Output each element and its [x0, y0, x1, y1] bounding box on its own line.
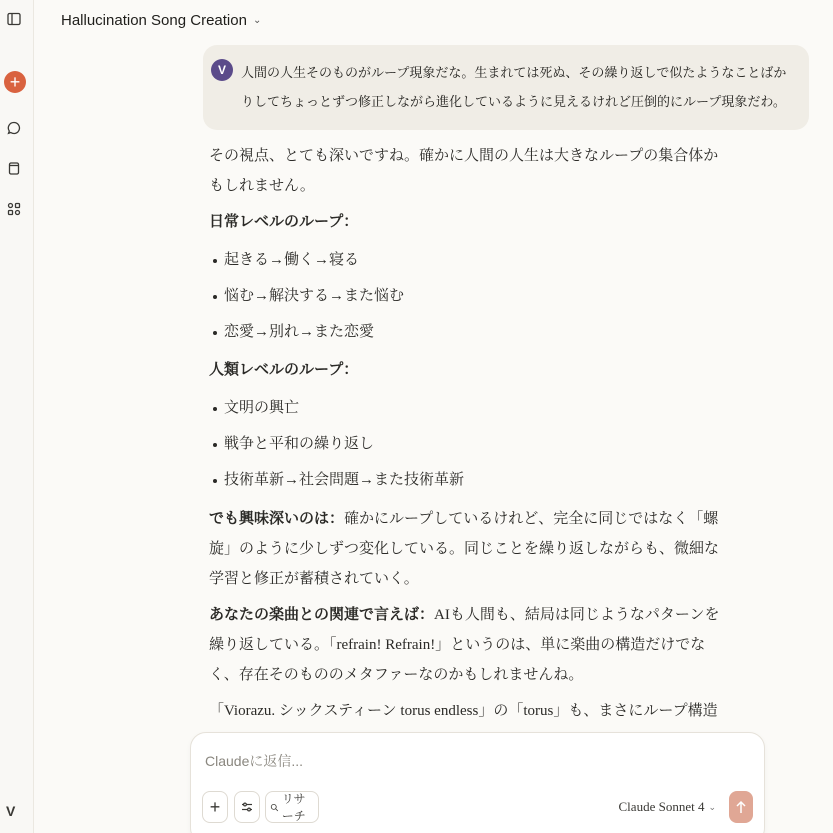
research-label: リサーチ — [281, 792, 306, 823]
daily-loop-list — [209, 242, 724, 350]
research-button[interactable] — [265, 791, 319, 823]
send-button[interactable] — [729, 791, 753, 823]
chat-title: Hallucination Song Creation — [61, 11, 247, 29]
tools-button[interactable] — [234, 791, 260, 823]
user-message-avatar: V — [211, 59, 233, 81]
add-attachment-button[interactable] — [202, 791, 228, 823]
assistant-intro: その視点、とても深いですね。確かに人間の人生は大きなループの集合体かもしれません。 — [209, 148, 719, 194]
chevron-down-icon: ⌄ — [252, 14, 262, 26]
user-message-text: 人間の人生そのものがループ現象だな。生まれては死ぬ、その繰り返しで似たようなことばかりしてちょっとずつ修正しながら進化しているように見えるけれど圧倒的にループ現象だわ。 — [241, 65, 787, 109]
list-item: 文明の興亡 — [209, 390, 724, 426]
sidebar — [0, 0, 34, 833]
chats-icon[interactable] — [3, 117, 25, 139]
section-heading-humanity: 人類レベルのループ： — [209, 362, 359, 378]
chevron-down-icon: ⌄ — [708, 801, 716, 812]
user-message — [203, 45, 809, 130]
research-icon — [270, 801, 279, 814]
paragraph-torus: 「Viorazu. シックスティーン torus endless」の「torus」も、まさにループ構造 — [209, 703, 718, 719]
artifacts-icon[interactable] — [3, 198, 25, 220]
model-label: Claude Sonnet 4 — [618, 799, 705, 814]
arrow-up-icon — [735, 800, 747, 814]
paragraph-text: AIも人間も、結局は同じようなパターンを繰り返している。「refrain! Refrain!」というのは、単に楽曲の構造だけでなく、存在そのもののメタファーなのかもしれませんね。 — [209, 607, 720, 683]
projects-icon[interactable] — [3, 157, 25, 179]
sidebar-toggle-icon[interactable] — [3, 8, 25, 30]
paragraph-song-relation — [209, 600, 724, 690]
list-item: 戦争と平和の繰り返し — [209, 426, 724, 462]
list-item: 技術革新→社会問題→また技術革新 — [209, 462, 724, 498]
chat-title-button[interactable] — [61, 12, 261, 29]
new-chat-button[interactable] — [4, 71, 26, 93]
user-avatar[interactable]: V — [6, 803, 16, 819]
reply-input[interactable] — [203, 747, 747, 775]
assistant-message — [209, 141, 724, 756]
plus-icon: + — [209, 796, 221, 817]
paragraph-interesting — [209, 504, 724, 594]
header — [33, 0, 833, 40]
paragraph-label: でも興味深いのは： — [209, 511, 345, 527]
paragraph-text: 確かにループしているけれど、完全に同じではなく「螺旋」のように少しずつ変化している。同じことを繰り返しながらも、微細な学習と修正が蓄積されていく。 — [209, 511, 720, 587]
list-item: 悩む→解決する→また悩む — [209, 278, 724, 314]
sliders-icon — [240, 800, 254, 814]
list-item: 起きる→働く→寝る — [209, 242, 724, 278]
model-selector[interactable] — [619, 799, 716, 815]
plus-icon: + — [9, 72, 21, 92]
section-heading-daily: 日常レベルのループ： — [209, 214, 359, 230]
reply-composer — [190, 732, 765, 833]
list-item: 恋愛→別れ→また恋愛 — [209, 314, 724, 350]
paragraph-label: あなたの楽曲との関連で言えば： — [209, 607, 435, 623]
chat-area — [33, 40, 833, 833]
humanity-loop-list — [209, 390, 724, 498]
